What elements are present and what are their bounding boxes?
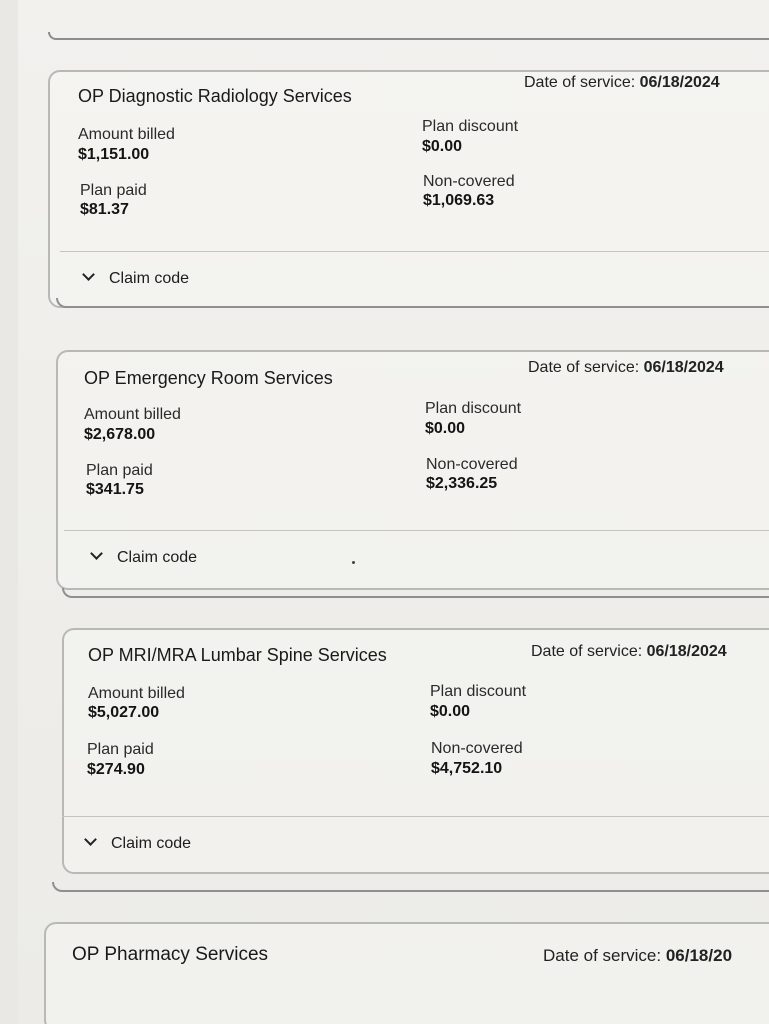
non-covered-value: $2,336.25 bbox=[426, 475, 498, 492]
plan-paid-value: $341.75 bbox=[86, 481, 144, 498]
date-value: 06/18/2024 bbox=[646, 643, 727, 660]
plan-discount-label: Plan discount bbox=[422, 118, 519, 135]
amount-billed-label: Amount billed bbox=[88, 685, 185, 702]
plan-discount-label: Plan discount bbox=[430, 683, 527, 700]
claim-code-label: Claim code bbox=[109, 270, 190, 287]
date-label: Date of service: bbox=[524, 74, 636, 91]
date-value: 06/18/2024 bbox=[639, 74, 720, 91]
amount-billed-label: Amount billed bbox=[84, 406, 181, 423]
date-value: 06/18/2024 bbox=[643, 359, 724, 376]
plan-paid-label: Plan paid bbox=[86, 462, 153, 479]
amount-billed-value: $1,151.00 bbox=[78, 146, 150, 163]
amount-billed-label: Amount billed bbox=[78, 126, 175, 143]
plan-paid-value: $81.37 bbox=[80, 201, 129, 218]
claim-code-label: Claim code bbox=[117, 549, 198, 566]
plan-paid-value: $274.90 bbox=[87, 761, 145, 778]
plan-discount-value: $0.00 bbox=[422, 138, 463, 155]
card-bottom-edge bbox=[62, 588, 769, 598]
claim-card-pharmacy bbox=[44, 922, 769, 1024]
date-of-service bbox=[524, 74, 720, 92]
card-bottom-edge bbox=[56, 298, 769, 308]
card-divider bbox=[62, 816, 769, 817]
non-covered-value: $1,069.63 bbox=[423, 192, 495, 209]
non-covered-label: Non-covered bbox=[423, 173, 515, 190]
non-covered-value: $4,752.10 bbox=[431, 760, 503, 777]
service-title: OP Diagnostic Radiology Services bbox=[78, 86, 352, 106]
non-covered-label: Non-covered bbox=[426, 456, 518, 473]
date-of-service bbox=[543, 946, 732, 966]
chevron-down-icon bbox=[84, 833, 97, 846]
date-of-service bbox=[528, 359, 724, 377]
service-title: OP MRI/MRA Lumbar Spine Services bbox=[88, 645, 387, 665]
amount-billed-value: $2,678.00 bbox=[84, 426, 156, 443]
claim-code-toggle[interactable] bbox=[92, 549, 197, 567]
card-divider bbox=[60, 251, 769, 252]
plan-discount-value: $0.00 bbox=[430, 703, 471, 720]
plan-paid-label: Plan paid bbox=[87, 741, 154, 758]
date-label: Date of service: bbox=[528, 359, 640, 376]
claim-code-label: Claim code bbox=[111, 835, 192, 852]
speck bbox=[352, 561, 355, 564]
card-divider bbox=[64, 530, 769, 531]
plan-paid-label: Plan paid bbox=[80, 182, 147, 199]
card-bottom-edge bbox=[52, 882, 769, 892]
claim-code-toggle[interactable] bbox=[84, 270, 189, 288]
plan-discount-label: Plan discount bbox=[425, 400, 522, 417]
date-label: Date of service: bbox=[531, 643, 643, 660]
date-label: Date of service: bbox=[543, 946, 662, 965]
service-title: OP Pharmacy Services bbox=[72, 944, 269, 965]
non-covered-label: Non-covered bbox=[431, 740, 523, 757]
date-of-service bbox=[531, 643, 727, 661]
previous-card-edge bbox=[48, 32, 769, 40]
service-title: OP Emergency Room Services bbox=[84, 368, 333, 388]
plan-discount-value: $0.00 bbox=[425, 420, 466, 437]
chevron-down-icon bbox=[82, 268, 95, 281]
claim-code-toggle[interactable] bbox=[86, 835, 191, 853]
date-value: 06/18/20 bbox=[665, 946, 733, 965]
chevron-down-icon bbox=[90, 547, 103, 560]
amount-billed-value: $5,027.00 bbox=[88, 704, 160, 721]
